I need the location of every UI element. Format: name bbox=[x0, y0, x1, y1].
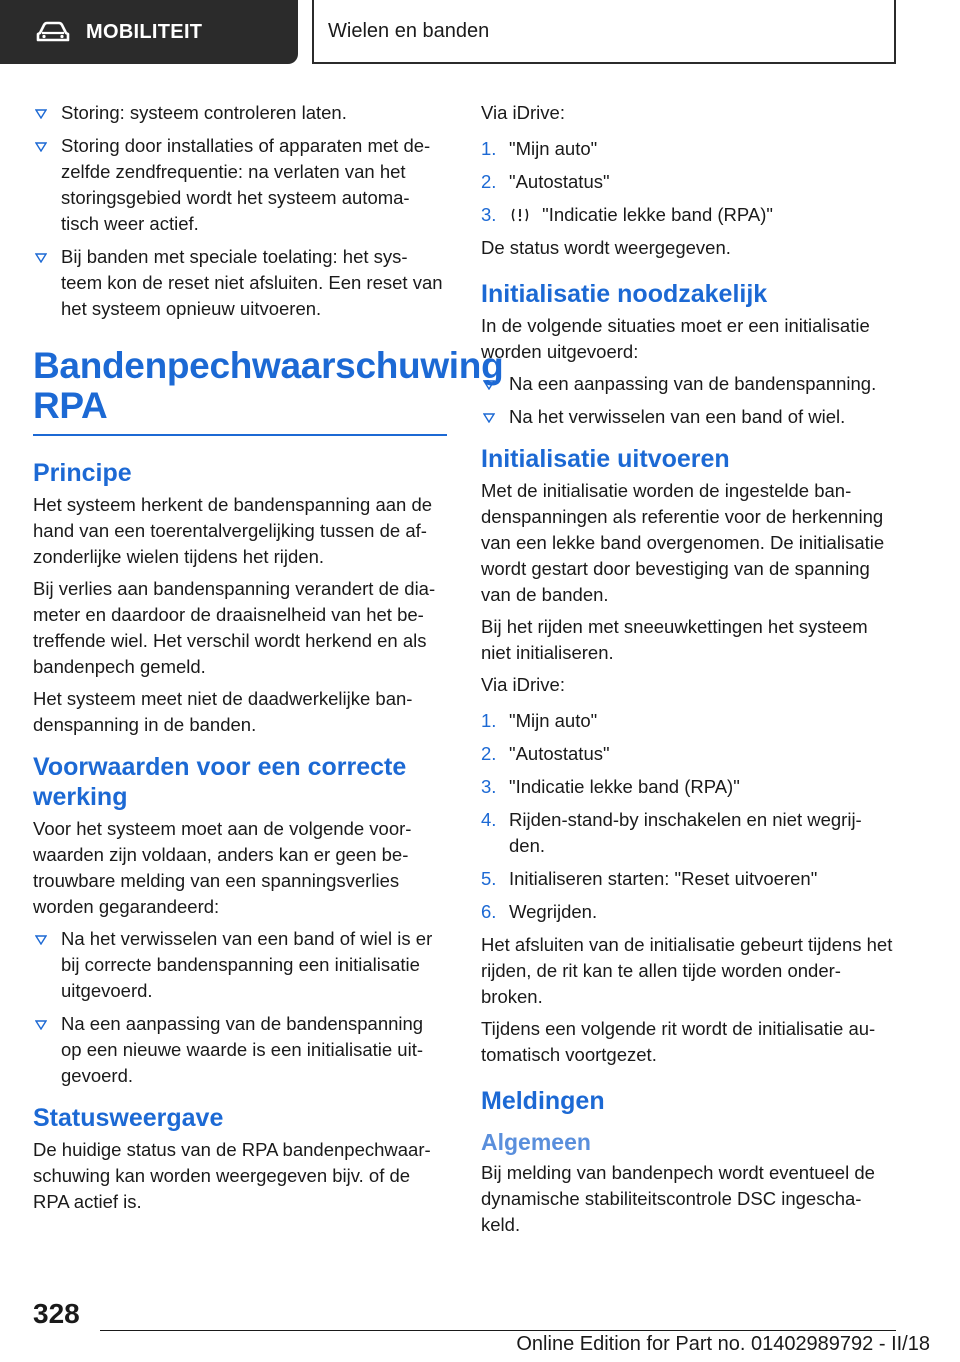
paragraph: Het systeem meet niet de daadwerkelijke ban-denspanning in de banden. bbox=[33, 688, 413, 735]
title-divider bbox=[33, 434, 447, 436]
list-item: 3. "Indicatie lekke band (RPA)" bbox=[481, 204, 773, 225]
page-number: 328 bbox=[33, 1298, 80, 1329]
left-column bbox=[33, 100, 504, 1221]
paragraph: Via iDrive: bbox=[481, 674, 565, 695]
bullet-list-voorwaarden bbox=[33, 926, 447, 1089]
chapter-title: Wielen en banden bbox=[328, 19, 490, 42]
list-item: Storing door installaties of apparaten met de-zelfde zendfrequentie: na verlaten van het storingsgebied wordt het systeem automa-tisch weer actief. bbox=[33, 133, 447, 237]
paragraph: Tijdens een volgende rit wordt de initialisatie au-tomatisch voortgezet. bbox=[481, 1018, 876, 1065]
car-icon bbox=[36, 21, 70, 43]
triangle-bullet-icon bbox=[483, 380, 495, 390]
list-item: 2. "Autostatus" bbox=[481, 743, 610, 764]
page-title: Bandenpechwaarschuwing RPA bbox=[33, 345, 504, 426]
steps-list-2 bbox=[481, 708, 895, 925]
list-item: 6. Wegrijden. bbox=[481, 901, 598, 922]
list-item: Na het verwisselen van een band of wiel. bbox=[481, 404, 895, 430]
footer-edition: Online Edition for Part no. 01402989792 - II/18 bbox=[516, 1333, 930, 1355]
list-item: 4. Rijden-stand-by inschakelen en niet wegrij-den. bbox=[481, 809, 862, 856]
steps-list-1 bbox=[481, 136, 895, 228]
tire-warning-icon bbox=[509, 206, 531, 224]
section-title: MOBILITEIT bbox=[86, 20, 203, 43]
paragraph: Voor het systeem moet aan de volgende voor-waarden zijn voldaan, anders kan er geen be-trouwbare melding van een spanningsverlies worden gegarandeerd: bbox=[33, 818, 412, 917]
paragraph: Bij verlies aan bandenspanning verandert de dia-meter en daardoor de draaisnelheid van het be-treffende wiel. Het verschil wordt herkend en als bandenpech gemeld. bbox=[33, 578, 436, 677]
heading-init-uitvoeren: Initialisatie uitvoeren bbox=[481, 445, 730, 473]
paragraph: Bij melding van bandenpech wordt eventueel de dynamische stabiliteitscontrole DSC ingescha-keld. bbox=[481, 1162, 875, 1235]
heading-principe: Principe bbox=[33, 459, 132, 487]
right-column bbox=[481, 100, 895, 1244]
paragraph: De huidige status van de RPA bandenpechwaar-schuwing kan worden weergegeven bijv. of de RPA actief is. bbox=[33, 1139, 431, 1212]
list-item: 5. Initialiseren starten: "Reset uitvoeren" bbox=[481, 868, 818, 889]
triangle-bullet-icon bbox=[35, 109, 47, 119]
chapter-tab bbox=[312, 0, 896, 64]
list-item: 2. "Autostatus" bbox=[481, 171, 610, 192]
list-item: Bij banden met speciale toelating: het sys-teem kon de reset niet afsluiten. Een reset van het systeem opnieuw uitvoeren. bbox=[33, 244, 447, 322]
footer-divider bbox=[100, 1330, 896, 1331]
heading-voorwaarden: Voorwaarden voor een correcte werking bbox=[33, 753, 407, 811]
list-item: 3. "Indicatie lekke band (RPA)" bbox=[481, 776, 740, 797]
list-item: Na een aanpassing van de bandenspanning. bbox=[481, 371, 895, 397]
triangle-bullet-icon bbox=[35, 142, 47, 152]
triangle-bullet-icon bbox=[35, 1020, 47, 1030]
bullet-list-top bbox=[33, 100, 447, 322]
paragraph: Het systeem herkent de bandenspanning aan de hand van een toerentalvergelijking tussen de af-zonderlijke wielen tijdens het rijden. bbox=[33, 494, 433, 567]
list-item: Na een aanpassing van de bandenspanning op een nieuwe waarde is een initialisatie uit-gevoerd. bbox=[33, 1011, 447, 1089]
list-item: Na het verwisselen van een band of wiel is er bij correcte bandenspanning een initialisatie uitgevoerd. bbox=[33, 926, 447, 1004]
triangle-bullet-icon bbox=[483, 413, 495, 423]
list-item: 1. "Mijn auto" bbox=[481, 138, 598, 159]
triangle-bullet-icon bbox=[35, 253, 47, 263]
paragraph: In de volgende situaties moet er een initialisatie worden uitgevoerd: bbox=[481, 315, 870, 362]
paragraph: De status wordt weergegeven. bbox=[481, 237, 731, 258]
header-section-tab bbox=[0, 0, 298, 64]
triangle-bullet-icon bbox=[35, 935, 47, 945]
paragraph: Via iDrive: bbox=[481, 102, 565, 123]
paragraph: Bij het rijden met sneeuwkettingen het systeem niet initialiseren. bbox=[481, 616, 868, 663]
heading-meldingen: Meldingen bbox=[481, 1087, 605, 1115]
list-item: 1. "Mijn auto" bbox=[481, 710, 598, 731]
bullet-list-init bbox=[481, 371, 895, 430]
paragraph: Met de initialisatie worden de ingestelde ban-denspanningen als referentie voor de herkenning van een lekke band overgenomen. De initialisatie wordt gestart door bevestiging van de spanning van de banden. bbox=[481, 480, 885, 605]
heading-statusweergave: Statusweergave bbox=[33, 1104, 224, 1132]
heading-algemeen: Algemeen bbox=[481, 1129, 591, 1155]
paragraph: Het afsluiten van de initialisatie gebeurt tijdens het rijden, de rit kan te allen tijde worden onder-broken. bbox=[481, 934, 893, 1007]
list-item: Storing: systeem controleren laten. bbox=[33, 100, 447, 126]
heading-init-noodzakelijk: Initialisatie noodzakelijk bbox=[481, 280, 768, 308]
